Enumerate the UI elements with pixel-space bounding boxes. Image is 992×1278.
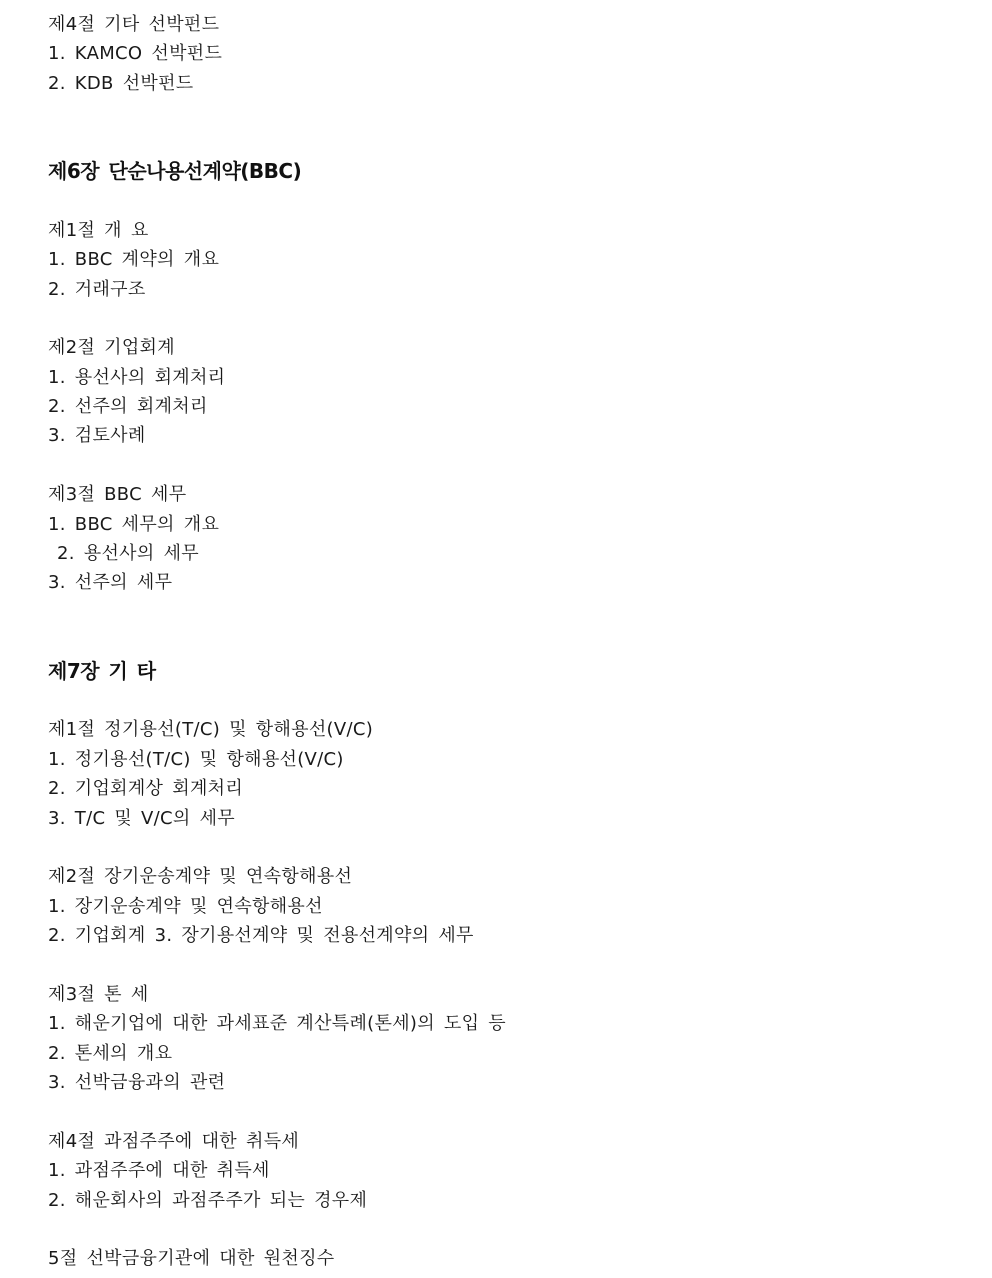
list-item: 2. KDB 선박펀드 <box>48 72 194 94</box>
spacer <box>48 598 948 627</box>
section-heading: 5절 선박금융기관에 대한 원천징수 <box>48 1248 335 1270</box>
list-item: 1. KAMCO 선박펀드 <box>48 43 223 65</box>
spacer <box>48 1097 948 1126</box>
spacer <box>48 304 948 333</box>
spacer <box>48 451 948 480</box>
spacer <box>48 98 948 127</box>
list-item: 3. 선박금융과의 관련 <box>48 1072 226 1094</box>
list-item: 2. 거래구조 <box>48 278 146 300</box>
section-heading: 제1절 정기용선(T/C) 및 항해용선(V/C) <box>48 719 374 741</box>
list-item: 2. 기업회계상 회계처리 <box>48 778 244 800</box>
chapter-heading: 제6장 단순나용선계약(BBC) <box>48 158 302 183</box>
list-item: 1. 정기용선(T/C) 및 항해용선(V/C) <box>48 748 344 770</box>
section-heading: 제2절 기업회계 <box>48 337 175 359</box>
spacer <box>48 186 948 215</box>
spacer <box>48 128 948 157</box>
section-heading: 제1절 개 요 <box>48 219 149 241</box>
list-item: 2. 선주의 회계처리 <box>48 396 208 418</box>
spacer <box>48 833 948 862</box>
list-item: 1. 과점주주에 대한 취득세 <box>48 1160 270 1182</box>
list-item: 1. 용선사의 회계처리 <box>48 366 226 388</box>
list-item: 3. T/C 및 V/C의 세무 <box>48 807 235 829</box>
section-heading: 제3절 BBC 세무 <box>48 484 187 506</box>
list-item: 1. BBC 세무의 개요 <box>48 513 220 535</box>
list-item: 3. 검토사례 <box>48 425 146 447</box>
list-item: 2. 기업회계 3. 장기용선계약 및 전용선계약의 세무 <box>48 925 474 947</box>
spacer <box>48 1215 948 1244</box>
list-item: 1. 해운기업에 대한 과세표준 계산특례(톤세)의 도입 등 <box>48 1013 506 1035</box>
spacer <box>48 951 948 980</box>
section-heading: 제4절 기타 선박펀드 <box>48 14 220 35</box>
list-item: 2. 해운회사의 과점주주가 되는 경우제 <box>48 1189 368 1211</box>
spacer <box>48 686 948 715</box>
list-item: 2. 톤세의 개요 <box>48 1042 173 1064</box>
section-heading: 제4절 과점주주에 대한 취득세 <box>48 1130 300 1152</box>
list-item: 2. 용선사의 세무 <box>57 543 199 565</box>
document-page <box>48 10 948 1274</box>
section-heading: 제2절 장기운송계약 및 연속항해용선 <box>48 866 353 888</box>
list-item: 1. BBC 계약의 개요 <box>48 249 220 271</box>
list-item: 1. 장기운송계약 및 연속항해용선 <box>48 895 323 917</box>
list-item: 3. 선주의 세무 <box>48 572 173 594</box>
chapter-heading: 제7장 기 타 <box>48 658 156 683</box>
section-heading: 제3절 톤 세 <box>48 983 149 1005</box>
spacer <box>48 627 948 656</box>
